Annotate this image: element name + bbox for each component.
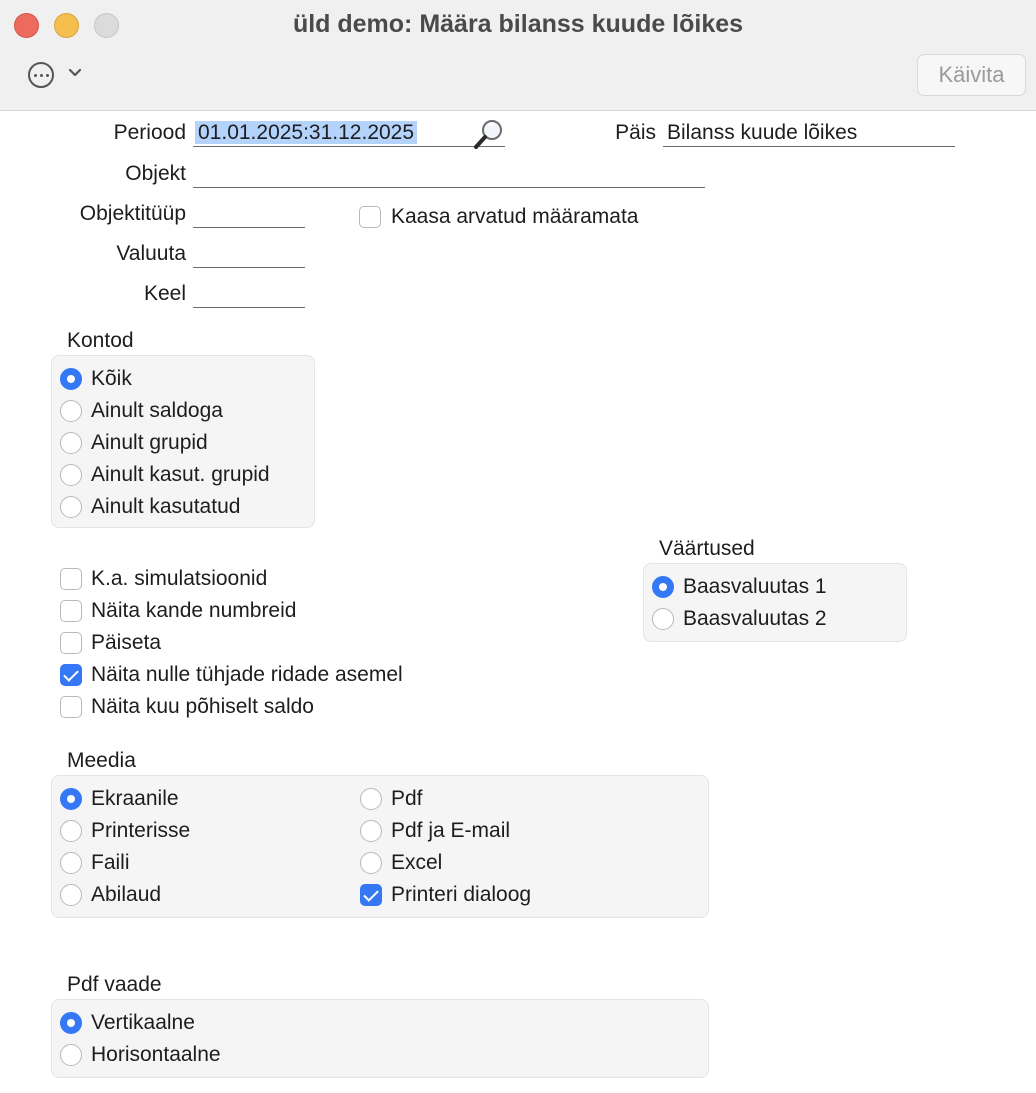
media-radio-printer[interactable] bbox=[60, 820, 82, 842]
accounts-option-label: Ainult grupid bbox=[91, 431, 208, 454]
media-option-label: Printerisse bbox=[91, 819, 191, 842]
pdf-view-radio-landscape[interactable] bbox=[60, 1044, 82, 1066]
pdf-view-option-label: Vertikaalne bbox=[91, 1011, 195, 1034]
currency-field[interactable] bbox=[193, 240, 305, 268]
objecttype-field[interactable] bbox=[193, 200, 305, 228]
simulations-checkbox[interactable] bbox=[60, 568, 82, 590]
title-bar bbox=[0, 0, 1036, 111]
no-header-label: Päiseta bbox=[91, 631, 162, 654]
values-option-label: Baasvaluutas 1 bbox=[683, 575, 827, 598]
media-radio-pdf-email[interactable] bbox=[360, 820, 382, 842]
objecttype-label: Objektitüüp bbox=[79, 202, 186, 225]
accounts-radio-used-only[interactable] bbox=[60, 496, 82, 518]
period-label: Periood bbox=[113, 121, 186, 144]
printer-dialog-label: Printeri dialoog bbox=[391, 883, 532, 906]
language-label: Keel bbox=[143, 282, 186, 305]
show-zeros-label: Näita nulle tühjade ridade asemel bbox=[91, 663, 403, 686]
object-field[interactable] bbox=[193, 160, 705, 188]
ellipsis-circle-icon[interactable] bbox=[28, 62, 54, 88]
accounts-option-label: Ainult kasutatud bbox=[91, 495, 241, 518]
simulations-label: K.a. simulatsioonid bbox=[91, 567, 268, 590]
media-option-label: Ekraanile bbox=[91, 787, 179, 810]
accounts-group-title: Kontod bbox=[67, 329, 134, 352]
pdf-view-option-label: Horisontaalne bbox=[91, 1043, 221, 1066]
media-group-title: Meedia bbox=[67, 749, 136, 772]
values-group-title: Väärtused bbox=[659, 537, 755, 560]
no-header-checkbox[interactable] bbox=[60, 632, 82, 654]
accounts-radio-used-groups[interactable] bbox=[60, 464, 82, 486]
include-unassigned-label: Kaasa arvatud määramata bbox=[391, 205, 639, 228]
media-option-label: Pdf bbox=[391, 787, 423, 810]
period-value: 01.01.2025:31.12.2025 bbox=[195, 121, 417, 144]
show-entry-numbers-checkbox[interactable] bbox=[60, 600, 82, 622]
window-title: üld demo: Määra bilanss kuude lõikes bbox=[292, 10, 744, 38]
media-option-label: Abilaud bbox=[91, 883, 162, 906]
currency-label: Valuuta bbox=[116, 242, 186, 265]
run-button[interactable]: Käivita bbox=[917, 54, 1026, 96]
pdf-view-radio-portrait[interactable] bbox=[60, 1012, 82, 1034]
media-radio-pdf[interactable] bbox=[360, 788, 382, 810]
accounts-option-label: Kõik bbox=[91, 367, 132, 390]
media-radio-file[interactable] bbox=[60, 852, 82, 874]
accounts-option-label: Ainult saldoga bbox=[91, 399, 223, 422]
language-field[interactable] bbox=[193, 280, 305, 308]
period-field[interactable] bbox=[193, 119, 505, 147]
media-radio-clipboard[interactable] bbox=[60, 884, 82, 906]
accounts-radio-all[interactable] bbox=[60, 368, 82, 390]
values-radio-base-currency-1[interactable] bbox=[652, 576, 674, 598]
header-label: Päis bbox=[615, 121, 656, 144]
header-field[interactable]: Bilanss kuude lõikes bbox=[663, 119, 955, 147]
monthly-balance-label: Näita kuu põhiselt saldo bbox=[91, 695, 314, 718]
include-unassigned-checkbox[interactable] bbox=[359, 206, 381, 228]
media-radio-excel[interactable] bbox=[360, 852, 382, 874]
show-zeros-checkbox[interactable] bbox=[60, 664, 82, 686]
values-option-label: Baasvaluutas 2 bbox=[683, 607, 827, 630]
chevron-down-icon[interactable] bbox=[66, 64, 84, 82]
pdf-view-group-title: Pdf vaade bbox=[67, 973, 162, 996]
monthly-balance-checkbox[interactable] bbox=[60, 696, 82, 718]
media-option-label: Excel bbox=[391, 851, 443, 874]
media-radio-screen[interactable] bbox=[60, 788, 82, 810]
values-radio-base-currency-2[interactable] bbox=[652, 608, 674, 630]
show-entry-numbers-label: Näita kande numbreid bbox=[91, 599, 297, 622]
accounts-option-label: Ainult kasut. grupid bbox=[91, 463, 270, 486]
printer-dialog-checkbox[interactable] bbox=[360, 884, 382, 906]
object-label: Objekt bbox=[125, 162, 186, 185]
media-option-label: Pdf ja E-mail bbox=[391, 819, 511, 842]
accounts-radio-groups-only[interactable] bbox=[60, 432, 82, 454]
media-option-label: Faili bbox=[91, 851, 130, 874]
magnifier-icon[interactable] bbox=[472, 117, 506, 151]
accounts-radio-with-balance[interactable] bbox=[60, 400, 82, 422]
